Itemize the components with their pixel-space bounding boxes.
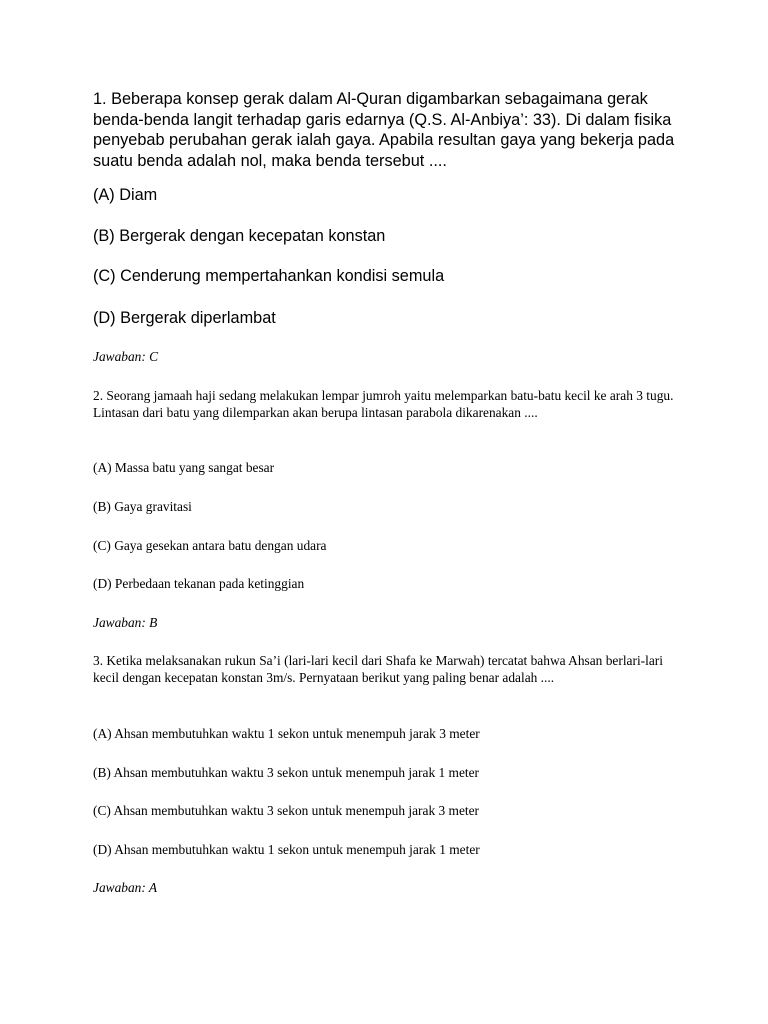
question-3-option-a: (A) Ahsan membutuhkan waktu 1 sekon untuk menempuh jarak 3 meter [93, 726, 480, 741]
question-3-answer: Jawaban: A [93, 880, 158, 895]
question-3-option-b: (B) Ahsan membutuhkan waktu 3 sekon untuk menempuh jarak 1 meter [93, 765, 480, 780]
question-2-text: 2. Seorang jamaah haji sedang melakukan lempar jumroh yaitu melemparkan batu-batu kecil ke arah 3 tugu. Lintasan dari batu yang dilemparkan akan berupa lintasan parabola dikarenakan .... [93, 388, 674, 420]
question-3-option-d: (D) Ahsan membutuhkan waktu 1 sekon untuk menempuh jarak 1 meter [93, 842, 480, 857]
question-2-option-c: (C) Gaya gesekan antara batu dengan udara [93, 538, 327, 553]
question-1-option-d: (D) Bergerak diperlambat [93, 309, 276, 327]
question-3-option-c: (C) Ahsan membutuhkan waktu 3 sekon untuk menempuh jarak 3 meter [93, 803, 480, 818]
question-2-answer: Jawaban: B [93, 615, 158, 630]
question-1-text: 1. Beberapa konsep gerak dalam Al-Quran digambarkan sebagaimana gerak benda-benda langit terhadap garis edarnya (Q.S. Al-Anbiya’: 33). Di dalam fisika penyebab perubahan gerak ialah gaya. Apabila resultan gaya yang bekerja pada suatu benda adalah nol, maka benda tersebut .... [93, 90, 675, 170]
question-1-answer: Jawaban: C [93, 349, 159, 364]
question-3-text: 3. Ketika melaksanakan rukun Sa’i (lari-lari kecil dari Shafa ke Marwah) tercatat bahwa Ahsan berlari-lari kecil dengan kecepatan konstan 3m/s. Pernyataan berikut yang paling benar adalah .... [93, 653, 663, 685]
question-2-option-d: (D) Perbedaan tekanan pada ketinggian [93, 576, 305, 591]
question-2-option-a: (A) Massa batu yang sangat besar [93, 460, 275, 475]
question-1-option-c: (C) Cenderung mempertahankan kondisi semula [93, 267, 445, 285]
question-1-option-a: (A) Diam [93, 186, 158, 204]
question-2-option-b: (B) Gaya gravitasi [93, 499, 192, 514]
question-1-option-b: (B) Bergerak dengan kecepatan konstan [93, 227, 386, 245]
